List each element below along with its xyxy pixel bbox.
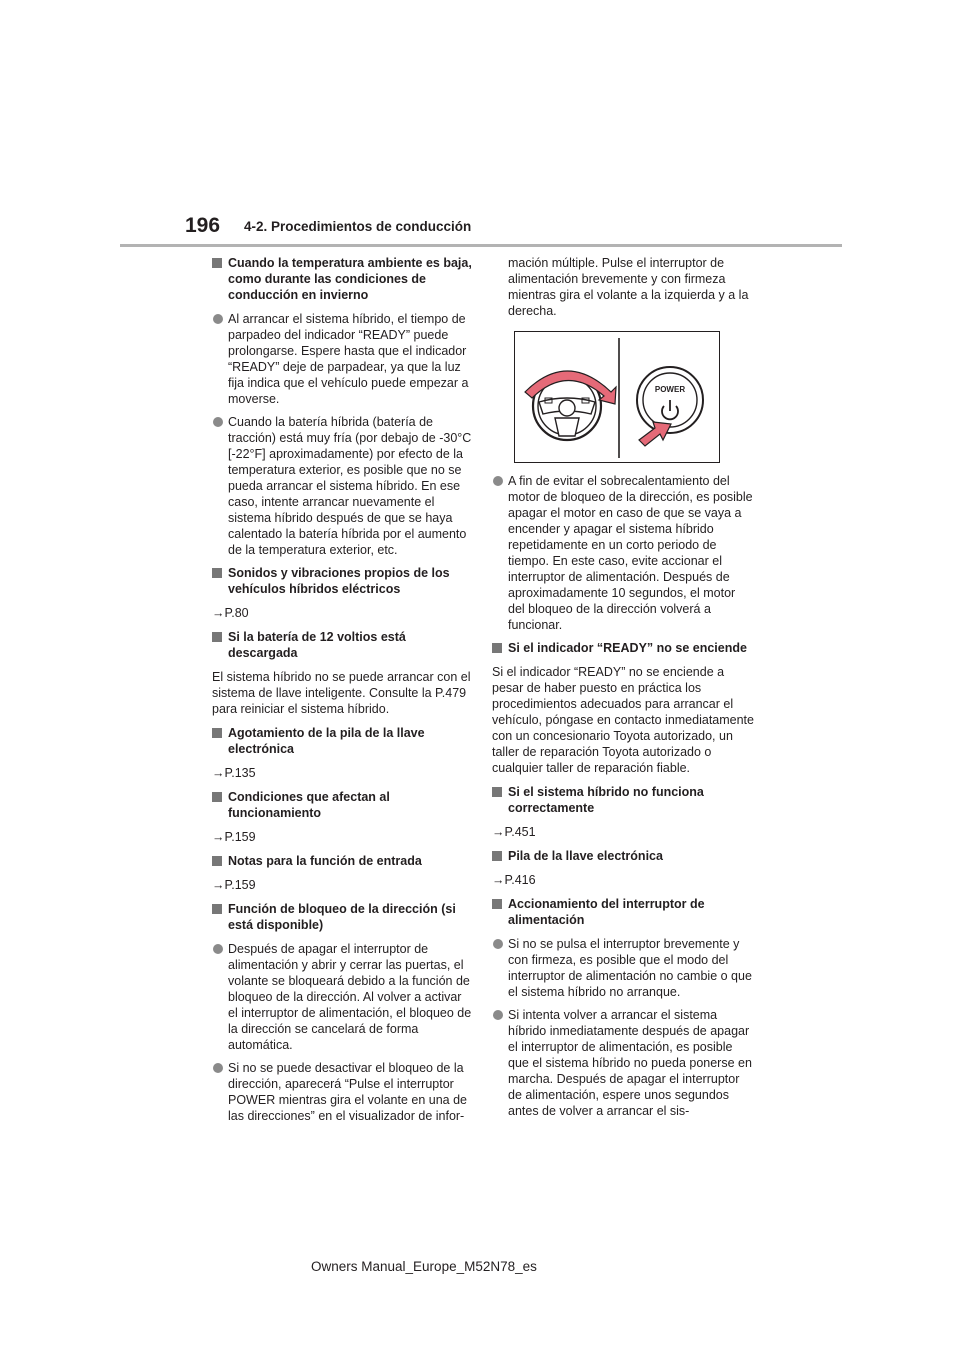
page-reference: →P.416: [492, 873, 536, 887]
section-title: 4-2. Procedimientos de conducción: [244, 219, 472, 234]
header-rule: [120, 244, 842, 247]
steering-power-illustration: [514, 331, 720, 463]
heading-12v-battery: Si la batería de 12 voltios está descargada: [212, 629, 472, 661]
footer-text: Owners Manual_Europe_M52N78_es: [311, 1259, 537, 1274]
bullet-steering-lock-engage: Después de apagar el interruptor de alimentación y abrir y cerrar las puertas, el volante se bloqueará debido a la función de bloqueo de la dirección. Al volver a activar el interruptor de alimentación, el bloqueo de la dirección se cancelará de forma automática.: [212, 941, 472, 1053]
page-reference: →P.159: [212, 830, 256, 844]
right-column: [492, 255, 754, 1126]
left-column: [212, 255, 472, 1131]
heading-power-switch-operation: Accionamiento del interruptor de alimentación: [492, 896, 754, 928]
push-arrow-icon: [639, 422, 671, 446]
heading-cold-weather: Cuando la temperatura ambiente es baja, como durante las condiciones de conducción en invierno: [212, 255, 472, 303]
heading-operating-conditions: Condiciones que afectan al funcionamiento: [212, 789, 472, 821]
heading-steering-lock: Función de bloqueo de la dirección (si está disponible): [212, 901, 472, 933]
power-label: POWER: [654, 385, 686, 394]
heading-sounds-vibrations: Sonidos y vibraciones propios de los vehículos híbridos eléctricos: [212, 565, 472, 597]
heading-hybrid-malfunction: Si el sistema híbrido no funciona correctamente: [492, 784, 754, 816]
page-reference: →P.159: [212, 878, 256, 892]
bullet-overheating: A fin de evitar el sobrecalentamiento del motor de bloqueo de la dirección, es posible apagar el motor en caso de que se vaya a encender y apagar el sistema híbrido repetidamente en un corto periodo de tiempo. En este caso, evite accionar el interruptor de alimentación. Después de aproximadamente 10 segundos, el motor del bloqueo de la dirección volverá a funcionar.: [492, 473, 754, 633]
paragraph-12v-battery: El sistema híbrido no se puede arrancar con el sistema de llave inteligente. Consulte la P.479 para reiniciar el sistema híbrido.: [212, 670, 471, 716]
heading-entry-function-notes: Notas para la función de entrada: [212, 853, 472, 869]
page-reference: →P.80: [212, 606, 249, 620]
illustration-svg: [515, 332, 719, 462]
continued-text: mación múltiple. Pulse el interruptor de alimentación brevemente y con firmeza mientras gira el volante a la izquierda y a la derecha.: [508, 256, 749, 318]
power-button-icon: [637, 367, 703, 433]
bullet-press-firmly: Si no se pulsa el interruptor brevemente y con firmeza, es posible que el modo del interruptor de alimentación no cambie o que el sistema híbrido no arranque.: [492, 936, 754, 1000]
heading-ready-not-lit: Si el indicador “READY” no se enciende: [492, 640, 754, 656]
page-reference: →P.135: [212, 766, 256, 780]
bullet-steering-lock-release: Si no se puede desactivar el bloqueo de la dirección, aparecerá “Pulse el interruptor POWER mientras gira el volante en una de las direcciones” en el visualizador de infor-: [212, 1060, 472, 1124]
bullet-cold-battery: Cuando la batería híbrida (batería de tracción) está muy fría (por debajo de -30°C [-22°F] aproximadamente) por efecto de la temperatura exterior, es posible que no se pueda arrancar el sistema híbrido. En ese caso, intente arrancar nuevamente el sistema híbrido después de que se haya calentado la batería híbrida por el aumento de la temperatura exterior, etc.: [212, 414, 472, 558]
bullet-restart-wait: Si intenta volver a arrancar el sistema híbrido inmediatamente después de apagar el interruptor de alimentación, es posible que el sistema híbrido no pueda ponerse en marcha. Después de apagar el interruptor de alimentación, espere unos segundos antes de volver a arrancar el sis-: [492, 1007, 754, 1119]
page-reference: →P.451: [492, 825, 536, 839]
heading-key-battery-depletion: Agotamiento de la pila de la llave electrónica: [212, 725, 472, 757]
paragraph-ready-not-lit: Si el indicador “READY” no se enciende a pesar de haber puesto en práctica los procedimientos adecuados para arrancar el vehículo, póngase en contacto inmediatamente con un concesionario Toyota autorizado, un taller de reparación Toyota autorizado o cualquier taller de reparación fiable.: [492, 665, 754, 775]
heading-key-battery: Pila de la llave electrónica: [492, 848, 754, 864]
page-number: 196: [185, 214, 221, 237]
bullet-ready-blink: Al arrancar el sistema híbrido, el tiempo de parpadeo del indicador “READY” puede prolongarse. Espere hasta que el indicador “READY” deje de parpadear, ya que la luz fija indica que el vehículo puede empezar a moverse.: [212, 311, 472, 407]
